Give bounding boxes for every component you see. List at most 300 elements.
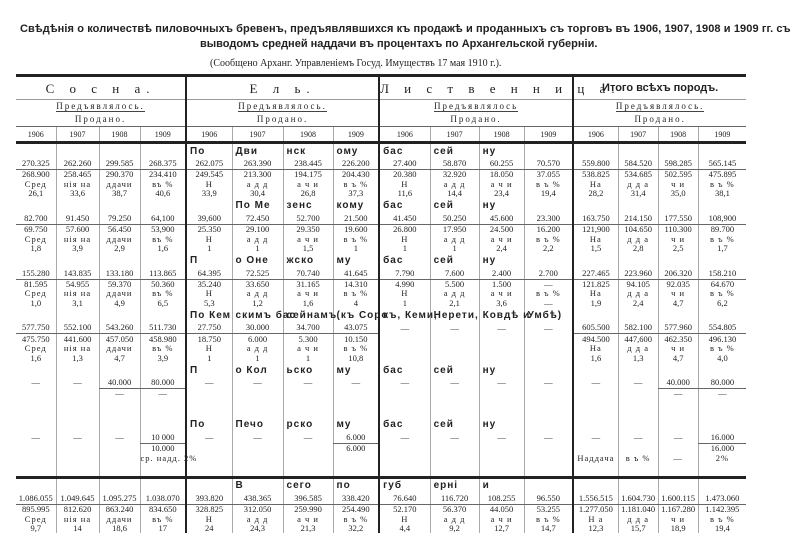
offered-value: 6.000 [333, 432, 379, 444]
basin-label: ну [479, 199, 524, 213]
note-value [658, 399, 698, 409]
sold-value [232, 443, 283, 453]
offered-value: 52.700 [283, 213, 333, 225]
note-value: Наддача [573, 454, 618, 464]
basin-label: Печо [232, 418, 283, 432]
note-value [232, 454, 283, 464]
note-value: Н [379, 514, 430, 524]
basin-label: кому [333, 199, 379, 213]
basin-label [658, 308, 698, 322]
basin-label: сей [430, 418, 479, 432]
sold-value: 25.350 [186, 224, 232, 234]
basin-label [140, 418, 186, 432]
sold-value: 1.181.040 [618, 504, 658, 514]
offered-value: 143.835 [56, 268, 99, 280]
markup-percent [430, 408, 479, 418]
sold-value: 16.200 [524, 224, 573, 234]
basin-label [56, 199, 99, 213]
markup-percent: 1,0 [30, 298, 42, 309]
sosna-sold: Продано. [74, 114, 127, 124]
basin-label: По [186, 418, 232, 432]
sold-value: 57.600 [56, 224, 99, 234]
markup-percent: 1,6 [283, 299, 333, 309]
note-value [379, 454, 430, 464]
basin-label [618, 143, 658, 159]
note-value [99, 399, 140, 409]
offered-value: 133.180 [99, 268, 140, 280]
sold-value: 312.050 [232, 504, 283, 514]
sold-value: 538.825 [573, 170, 618, 180]
sold-value: 33.650 [232, 279, 283, 289]
year-header: 1908 [99, 127, 140, 143]
sold-value: 863.240 [99, 504, 140, 514]
offered-value: 511.730 [140, 322, 186, 334]
sub-header-row [16, 100, 746, 114]
note-value [524, 344, 573, 354]
offered-value: 554.805 [698, 322, 746, 334]
sold-value [379, 334, 430, 344]
sold-value [573, 389, 618, 399]
basin-label [698, 418, 746, 432]
offered-value: 565.145 [698, 158, 746, 170]
offered-value: — [31, 377, 40, 388]
note-value: в ъ % [524, 514, 573, 524]
note-value: ч и [658, 234, 698, 244]
note-value: а д д [232, 514, 283, 524]
markup-percent: 3,9 [56, 244, 99, 254]
basin-label: о Кол [232, 363, 283, 377]
markup-percent: 28,2 [573, 189, 618, 199]
sold-value: 10.150 [333, 334, 379, 344]
markup-percent: 12,3 [573, 524, 618, 533]
note-value [333, 399, 379, 409]
sold-value [283, 389, 333, 399]
markup-percent: 15,7 [618, 524, 658, 533]
basin-label [618, 418, 658, 432]
markup-percent: 1,2 [232, 299, 283, 309]
offered-value: 30.000 [232, 322, 283, 334]
note-value: а ч и [283, 514, 333, 524]
sold-value: 92.035 [658, 279, 698, 289]
total-sold-row [16, 504, 746, 514]
sosna-name: С о с н а. [16, 76, 186, 100]
basin-label [99, 363, 140, 377]
basin-label: жско [283, 254, 333, 268]
offered-value: 40.000 [658, 377, 698, 389]
basin-label: сей [430, 199, 479, 213]
offered-value: 206.320 [658, 268, 698, 280]
title-line-1: Свѣдѣнія о количествѣ пиловочныхъ бревенъ, предъявлявшихся къ продажѣ и проданныхъ съ торговъ въ 1906, 1907, 1908 и 1909 гг. съ [20, 23, 791, 35]
markup-percent: 14,4 [430, 189, 479, 199]
total-offered-text: Предъявлялось. [615, 101, 705, 111]
note-value: а ч и [479, 514, 524, 524]
offered-value: 21.500 [333, 213, 379, 225]
note-value [430, 454, 479, 464]
basin-label: П [186, 363, 232, 377]
markup-percent [430, 463, 479, 473]
offered-value: 23.300 [524, 213, 573, 225]
sold-value: 1.142.395 [698, 504, 746, 514]
year-header: 1906 [573, 127, 618, 143]
sold-value: 26.800 [379, 224, 430, 234]
markup-percent [333, 463, 379, 473]
sold-value [618, 443, 658, 453]
basin-label [140, 254, 186, 268]
sold-value [479, 389, 524, 399]
offered-value: 58.870 [430, 158, 479, 170]
note-value: въ % [140, 289, 186, 299]
markup-percent: 1,3 [618, 354, 658, 364]
basin-label: рско [283, 418, 333, 432]
sold-value: 457.050 [99, 334, 140, 344]
source-note: (Сообщено Арханг. Управленіемъ Госуд. Имуществъ 17 мая 1910 г.). [210, 58, 502, 69]
markup-percent [140, 408, 186, 418]
basin-label: По Ме [232, 199, 283, 213]
basin-label [573, 199, 618, 213]
basin-label [524, 363, 573, 377]
note-value: в ъ % [698, 180, 746, 190]
note-value [430, 344, 479, 354]
sold-value: 18.750 [186, 334, 232, 344]
offered-value: 39,600 [186, 213, 232, 225]
sold-value: 56.450 [99, 224, 140, 234]
note-value [56, 454, 99, 464]
markup-percent: 21,3 [283, 524, 333, 533]
markup-percent [140, 463, 186, 473]
basin-label: сей [430, 254, 479, 268]
sold-row [16, 224, 746, 234]
offered-value: 7.600 [430, 268, 479, 280]
note-value: в ъ % [333, 514, 379, 524]
note-value: в ъ % [698, 514, 746, 524]
sold-value [658, 443, 698, 453]
sold-value [99, 443, 140, 453]
note-value: Н [186, 289, 232, 299]
offered-value: 582.100 [618, 322, 658, 334]
offered-value: 262.260 [56, 158, 99, 170]
note-value [232, 399, 283, 409]
note-value: Сред [24, 178, 47, 189]
note-value: а д д [232, 344, 283, 354]
offered-value: 1.095.275 [99, 493, 140, 505]
markup-percent [524, 354, 573, 364]
sold-value [479, 334, 524, 344]
basin-label [524, 199, 573, 213]
offered-value: 227.465 [573, 268, 618, 280]
total-name: Итого всѣхъ породъ. [573, 76, 746, 100]
note-value: д д а [618, 180, 658, 190]
basin-label: ому [333, 143, 379, 159]
note-value [56, 399, 99, 409]
offered-row [16, 432, 746, 444]
note-value: ч и [658, 514, 698, 524]
year-header: 1907 [430, 127, 479, 143]
basin-label: ерні [430, 477, 479, 493]
offered-value: — [379, 322, 430, 334]
sold-value: 24.500 [479, 224, 524, 234]
sold-value: 35.240 [186, 279, 232, 289]
offered-value: 72.450 [232, 213, 283, 225]
note-value [524, 399, 573, 409]
markup-percent: 1,6 [30, 352, 42, 363]
markup-percent: 26,8 [283, 189, 333, 199]
markup-percent: 3,1 [56, 299, 99, 309]
markup-percent: 1,6 [140, 244, 186, 254]
markup-percent [283, 463, 333, 473]
sold-value: 6.000 [232, 334, 283, 344]
markup-percent: 1 [232, 354, 283, 364]
basin-label [186, 199, 232, 213]
note-value: д д а [618, 344, 658, 354]
sold-value [333, 389, 379, 399]
sold-value: 29.100 [232, 224, 283, 234]
offered-value: — [232, 377, 283, 389]
larch-sold: Продано. [379, 113, 573, 127]
sold-value: 494.500 [573, 334, 618, 344]
markup-percent [524, 463, 573, 473]
markup-percent: 1 [186, 244, 232, 254]
sold-value [379, 443, 430, 453]
note-value: а д д [430, 514, 479, 524]
offered-value: 1.600.115 [658, 493, 698, 505]
basin-label: му [333, 363, 379, 377]
note-value: д д а [618, 289, 658, 299]
note-value: Н [379, 180, 430, 190]
basin-label [658, 143, 698, 159]
sold-value: 69.750 [24, 224, 48, 235]
sold-value: 44.050 [479, 504, 524, 514]
offered-row [16, 158, 746, 170]
offered-value: — [618, 432, 658, 444]
label-row [16, 363, 746, 377]
basin-label [16, 418, 56, 432]
offered-value: — [31, 432, 40, 443]
offered-value: — [573, 377, 618, 389]
markup-percent [56, 463, 99, 473]
markup-percent: 1 [333, 244, 379, 254]
sold-value: — [99, 389, 140, 399]
note-value [698, 399, 746, 409]
markup-percent [658, 408, 698, 418]
offered-value: 2.400 [479, 268, 524, 280]
note-value: ддачи [99, 344, 140, 354]
offered-value: 41.450 [379, 213, 430, 225]
sold-value: 81.595 [24, 278, 48, 289]
markup-percent: 12,7 [479, 524, 524, 533]
sold-value [16, 443, 56, 453]
markup-percent [232, 463, 283, 473]
sold-value: 496.130 [698, 334, 746, 344]
offered-value: 158.210 [698, 268, 746, 280]
markup-percent: 24 [186, 524, 232, 533]
sold-value: 53.255 [524, 504, 573, 514]
markup-percent: 4,7 [658, 299, 698, 309]
offered-value: 76.640 [379, 493, 430, 505]
larch-name: Л и с т в е н н и ц а. [379, 76, 573, 100]
note-value: На [573, 234, 618, 244]
offered-value: 577.750 [16, 322, 56, 334]
basin-label [698, 477, 746, 493]
basin-label: бас [379, 199, 430, 213]
offered-value: — [379, 377, 430, 389]
markup-percent: 1,7 [698, 244, 746, 254]
offered-value: 1.473.060 [698, 493, 746, 505]
note-value: въ % [140, 344, 186, 354]
offered-value: 64.395 [186, 268, 232, 280]
basin-label [56, 254, 99, 268]
pct-row [16, 408, 746, 418]
offered-value: 262.075 [186, 158, 232, 170]
offered-value: 72.525 [232, 268, 283, 280]
offered-value: 82.700 [16, 213, 56, 225]
offered-value: 91.450 [56, 213, 99, 225]
sold-value: 29.350 [283, 224, 333, 234]
note-value: а д д [430, 180, 479, 190]
offered-value: — [524, 432, 573, 444]
sold-value: 59.370 [99, 279, 140, 289]
basin-label: му [333, 418, 379, 432]
basin-label [573, 143, 618, 159]
note-value: Сред [24, 513, 47, 524]
sold-value: 1.167.280 [658, 504, 698, 514]
sold-value: 54.955 [56, 279, 99, 289]
note-value: нія на [56, 180, 99, 190]
basin-label [16, 254, 56, 268]
basin-label: ну [479, 254, 524, 268]
sold-value [524, 389, 573, 399]
offered-value: — [479, 322, 524, 334]
offered-row [16, 268, 746, 280]
markup-percent: 1 [186, 354, 232, 364]
note-value: а ч и [283, 180, 333, 190]
markup-percent [479, 354, 524, 364]
offered-value: — [573, 432, 618, 444]
note-value: Н а [573, 514, 618, 524]
sold-value: 475.750 [21, 333, 50, 344]
note-value: а д д [430, 289, 479, 299]
markup-percent [16, 463, 56, 473]
offered-value: — [430, 377, 479, 389]
basin-label [698, 254, 746, 268]
note-value: Н [379, 289, 430, 299]
basin-label: Ковдѣ и [479, 308, 524, 322]
note-value: ч и [658, 180, 698, 190]
markup-percent: 4 [333, 299, 379, 309]
sosna-offered [16, 100, 186, 114]
basin-label: По Кем [186, 308, 232, 322]
offered-value: 40.000 [99, 377, 140, 389]
sold-value: 14.310 [333, 279, 379, 289]
markup-percent: 3,9 [140, 354, 186, 364]
sold-value: 17.950 [430, 224, 479, 234]
basin-label [524, 418, 573, 432]
note-value: На [573, 344, 618, 354]
basin-label: нск [283, 143, 333, 159]
basin-label: Нерети, [430, 308, 479, 322]
offered-value: — [232, 432, 283, 444]
basin-label: бас [379, 254, 430, 268]
offered-value: 34.700 [283, 322, 333, 334]
markup-percent [56, 408, 99, 418]
basin-label [573, 254, 618, 268]
sold-value: 254.490 [333, 504, 379, 514]
sold-value: 16.000 [698, 443, 746, 453]
offered-value: 543.260 [99, 322, 140, 334]
markup-percent: 1,9 [573, 299, 618, 309]
sold-value: — [658, 389, 698, 399]
note-value: ддачи [99, 234, 140, 244]
basin-label [56, 477, 99, 493]
sold-value [524, 443, 573, 453]
basin-label: бас [379, 418, 430, 432]
label-row [16, 143, 746, 159]
sold-value [479, 443, 524, 453]
offered-row [16, 213, 746, 225]
sold-value: 5.300 [283, 334, 333, 344]
offered-row [16, 322, 746, 334]
markup-percent: 1 [283, 354, 333, 364]
markup-percent [379, 463, 430, 473]
sold-value: 50.360 [140, 279, 186, 289]
spruce-offered-text: Предъявлялось. [238, 101, 327, 111]
markup-percent: 19,4 [524, 189, 573, 199]
offered-value: 1.038.070 [140, 493, 186, 505]
markup-percent [573, 463, 618, 473]
sold-value: 290.370 [99, 170, 140, 180]
basin-label [618, 308, 658, 322]
markup-percent [618, 408, 658, 418]
note-value: нія на [56, 514, 99, 524]
offered-value: 396.585 [283, 493, 333, 505]
markup-percent: 2,5 [658, 244, 698, 254]
sold-value: 4.990 [379, 279, 430, 289]
note-row [16, 454, 746, 464]
year-header: 1906 [186, 127, 232, 143]
sold-value: 458.980 [140, 334, 186, 344]
sold-value: 213.300 [232, 170, 283, 180]
basin-label [16, 199, 56, 213]
sold-value: 447,600 [618, 334, 658, 344]
markup-percent: 4,7 [658, 354, 698, 364]
markup-percent: 4,4 [379, 524, 430, 533]
basin-label [698, 199, 746, 213]
note-row [16, 399, 746, 409]
basin-label [573, 418, 618, 432]
note-value [333, 454, 379, 464]
sub-header-row [16, 113, 746, 127]
note-value: в ъ % [524, 234, 573, 244]
markup-percent: 35,0 [658, 189, 698, 199]
sold-value [430, 443, 479, 453]
markup-percent: 40,6 [140, 189, 186, 199]
note-value: На [573, 180, 618, 190]
markup-percent: 1 [379, 244, 430, 254]
sold-value: 53,900 [140, 224, 186, 234]
basin-label [698, 363, 746, 377]
markup-percent [99, 463, 140, 473]
basin-label [618, 254, 658, 268]
markup-percent: 2,9 [99, 244, 140, 254]
offered-value: 299.585 [99, 158, 140, 170]
note-value: Н [186, 180, 232, 190]
note-value: в ъ % [524, 289, 573, 299]
basin-label [99, 418, 140, 432]
sosna-offered-text: Предъявлялось. [56, 101, 145, 111]
note-value: а ч и [283, 234, 333, 244]
year-header: 1908 [479, 127, 524, 143]
basin-label [658, 477, 698, 493]
sold-value [379, 389, 430, 399]
